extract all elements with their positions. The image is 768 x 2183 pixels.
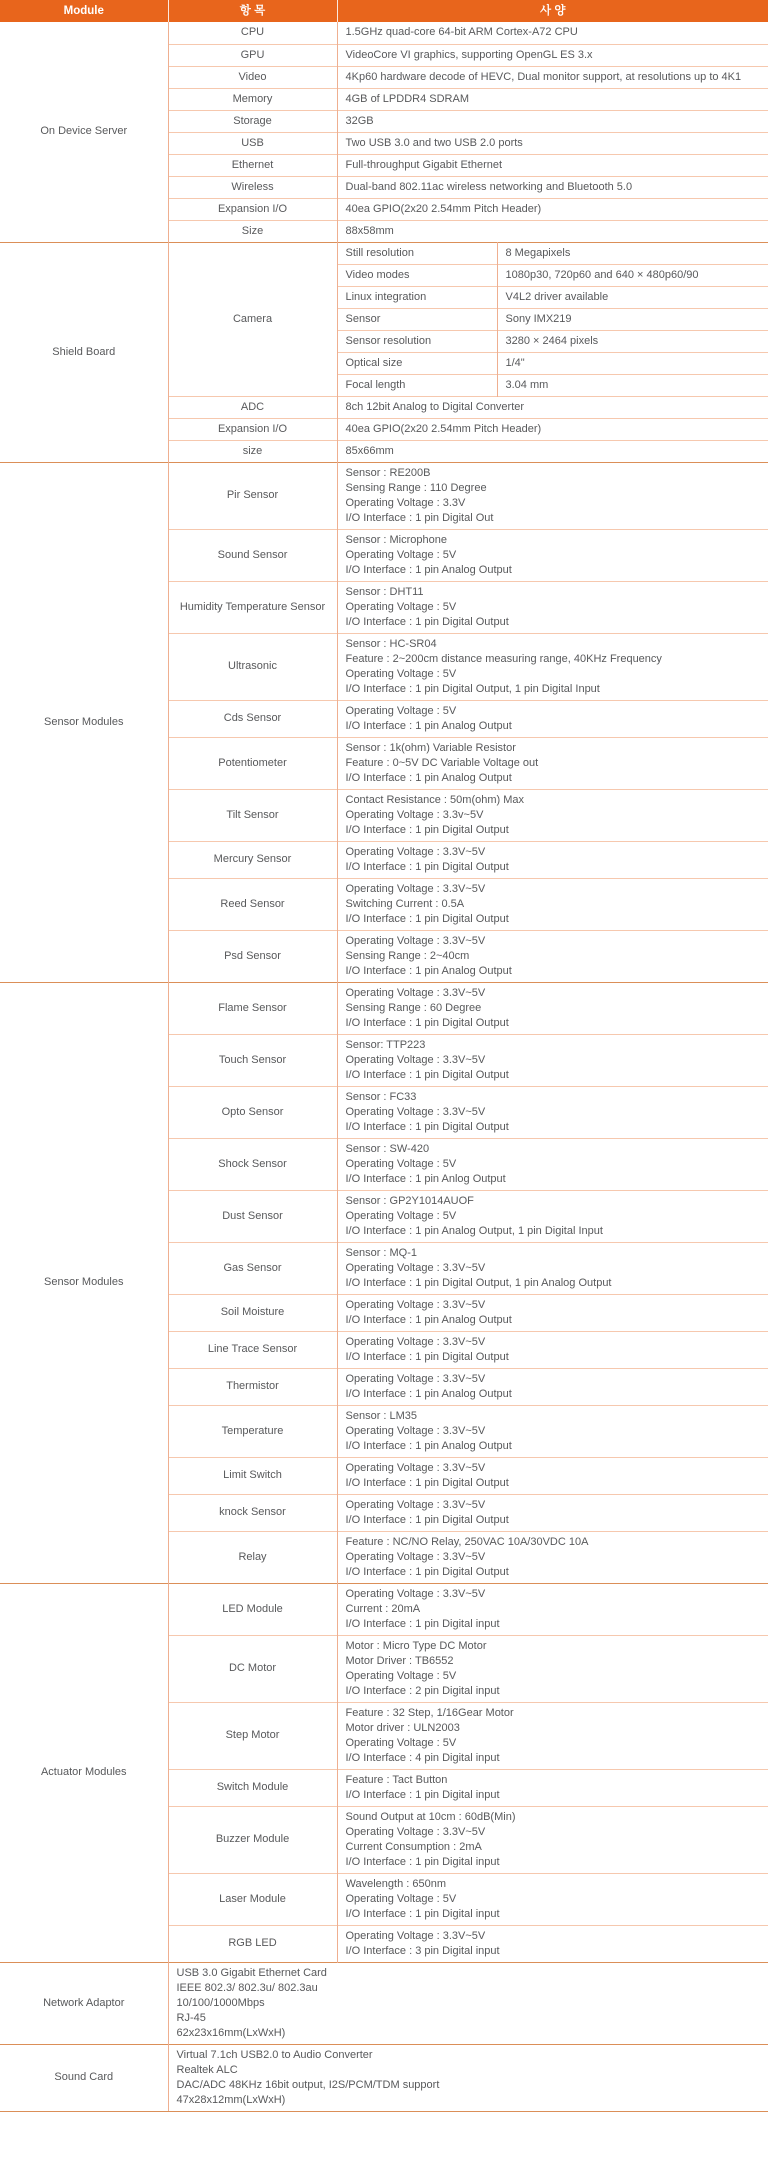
spec-line: 40ea GPIO(2x20 2.54mm Pitch Header) — [345, 422, 542, 435]
spec-line: Operating Voltage : 3.3V~5V — [345, 1825, 486, 1838]
spec-line: IEEE 802.3/ 802.3u/ 802.3au — [176, 1981, 318, 1994]
spec-cell — [337, 878, 768, 930]
table-row — [0, 2044, 768, 2111]
spec-line: Motor Driver : TB6552 — [345, 1654, 454, 1667]
item-cell: Size — [168, 220, 337, 242]
spec-cell — [337, 581, 768, 633]
spec-cell — [337, 462, 768, 529]
spec-cell — [337, 1635, 768, 1702]
spec-line: Sensor : DHT11 — [345, 585, 424, 598]
item-cell: Wireless — [168, 176, 337, 198]
spec-line: Sensor : FC33 — [345, 1090, 417, 1103]
spec-line: Switching Current : 0.5A — [345, 897, 465, 910]
spec-line: Operating Voltage : 3.3V~5V — [345, 1461, 486, 1474]
merged-spec-cell — [168, 2044, 768, 2111]
spec-line: Current : 20mA — [345, 1602, 421, 1615]
spec-cell — [337, 1531, 768, 1583]
camera-sub-spec-cell: 1080p30, 720p60 and 640 × 480p60/90 — [497, 264, 768, 286]
column-header-spec: 사 양 — [337, 0, 768, 22]
spec-cell — [337, 44, 768, 66]
item-cell: knock Sensor — [168, 1494, 337, 1531]
item-cell: Cds Sensor — [168, 700, 337, 737]
spec-line: Realtek ALC — [176, 2063, 238, 2076]
camera-sub-spec-cell: V4L2 driver available — [497, 286, 768, 308]
item-cell: LED Module — [168, 1583, 337, 1635]
camera-sub-item-cell: Sensor — [337, 308, 497, 330]
camera-sub-item-cell: Sensor resolution — [337, 330, 497, 352]
module-cell: Sensor Modules — [0, 462, 168, 982]
spec-line: 32GB — [345, 114, 374, 127]
spec-line: Sensing Range : 110 Degree — [345, 481, 487, 494]
spec-line: I/O Interface : 1 pin Analog Output — [345, 719, 512, 732]
spec-line: Feature : NC/NO Relay, 250VAC 10A/30VDC 10A — [345, 1535, 589, 1548]
spec-line: Operating Voltage : 5V — [345, 1892, 457, 1905]
spec-line: I/O Interface : 1 pin Digital Output — [345, 615, 509, 628]
spec-line: Motor driver : ULN2003 — [345, 1721, 460, 1734]
spec-line: Operating Voltage : 3.3V~5V — [345, 986, 486, 999]
spec-line: Operating Voltage : 3.3V~5V — [345, 934, 486, 947]
item-cell: Sound Sensor — [168, 529, 337, 581]
spec-cell — [337, 1457, 768, 1494]
spec-line: Operating Voltage : 3.3V~5V — [345, 1550, 486, 1563]
spec-line: Operating Voltage : 3.3V~5V — [345, 882, 486, 895]
spec-line: Sensor : MQ-1 — [345, 1246, 418, 1259]
camera-sub-spec-cell: 3280 × 2464 pixels — [497, 330, 768, 352]
item-cell: Camera — [168, 242, 337, 396]
spec-line: Operating Voltage : 3.3V~5V — [345, 1335, 486, 1348]
spec-cell — [337, 1368, 768, 1405]
spec-cell — [337, 841, 768, 878]
spec-line: Operating Voltage : 5V — [345, 1669, 457, 1682]
spec-line: Feature : 32 Step, 1/16Gear Motor — [345, 1706, 514, 1719]
spec-line: I/O Interface : 1 pin Digital Output — [345, 1476, 509, 1489]
spec-cell — [337, 1583, 768, 1635]
spec-cell — [337, 789, 768, 841]
item-cell: CPU — [168, 22, 337, 44]
spec-line: Sensing Range : 2~40cm — [345, 949, 470, 962]
item-cell: Opto Sensor — [168, 1086, 337, 1138]
spec-line: Sensor : Microphone — [345, 533, 447, 546]
spec-line: Operating Voltage : 3.3V~5V — [345, 845, 486, 858]
spec-line: Operating Voltage : 3.3V~5V — [345, 1587, 486, 1600]
item-cell: Expansion I/O — [168, 198, 337, 220]
spec-cell — [337, 154, 768, 176]
spec-line: Contact Resistance : 50m(ohm) Max — [345, 793, 525, 806]
spec-line: I/O Interface : 1 pin Digital Output — [345, 1068, 509, 1081]
item-cell: Ultrasonic — [168, 633, 337, 700]
spec-cell — [337, 440, 768, 462]
spec-line: Sensor : RE200B — [345, 466, 431, 479]
spec-cell — [337, 1769, 768, 1806]
spec-line: DAC/ADC 48KHz 16bit output, I2S/PCM/TDM support — [176, 2078, 440, 2091]
module-cell: Actuator Modules — [0, 1583, 168, 1962]
item-cell: Pir Sensor — [168, 462, 337, 529]
module-cell: Shield Board — [0, 242, 168, 462]
spec-line: Operating Voltage : 3.3V — [345, 496, 466, 509]
spec-line: I/O Interface : 1 pin Analog Output — [345, 1439, 512, 1452]
spec-line: I/O Interface : 1 pin Digital Output — [345, 1513, 509, 1526]
spec-line: Operating Voltage : 3.3V~5V — [345, 1053, 486, 1066]
table-row — [0, 242, 768, 264]
spec-line: I/O Interface : 1 pin Digital Output — [345, 1120, 509, 1133]
table-row — [0, 1583, 768, 1635]
item-cell: Ethernet — [168, 154, 337, 176]
column-header-item: 항 목 — [168, 0, 337, 22]
camera-sub-spec-cell: 8 Megapixels — [497, 242, 768, 264]
spec-cell — [337, 1494, 768, 1531]
camera-sub-item-cell: Video modes — [337, 264, 497, 286]
spec-line: Operating Voltage : 3.3V~5V — [345, 1105, 486, 1118]
spec-cell — [337, 418, 768, 440]
camera-sub-item-cell: Optical size — [337, 352, 497, 374]
module-cell: Sensor Modules — [0, 982, 168, 1583]
spec-cell — [337, 88, 768, 110]
spec-cell — [337, 1925, 768, 1962]
spec-line: I/O Interface : 1 pin Digital input — [345, 1617, 500, 1630]
table-row — [0, 462, 768, 529]
spec-line: I/O Interface : 2 pin Digital input — [345, 1684, 500, 1697]
spec-line: Full-throughput Gigabit Ethernet — [345, 158, 503, 171]
merged-spec-cell — [168, 1962, 768, 2044]
column-header-module: Module — [0, 0, 168, 22]
table-body — [0, 22, 768, 2111]
spec-cell — [337, 982, 768, 1034]
spec-line: Operating Voltage : 5V — [345, 1209, 457, 1222]
spec-line: I/O Interface : 1 pin Digital Output, 1 pin Digital Input — [345, 682, 600, 695]
spec-line: I/O Interface : 1 pin Digital Output — [345, 823, 509, 836]
item-cell: Thermistor — [168, 1368, 337, 1405]
spec-cell — [337, 220, 768, 242]
spec-line: Sound Output at 10cm : 60dB(Min) — [345, 1810, 516, 1823]
module-cell: On Device Server — [0, 22, 168, 242]
spec-line: I/O Interface : 1 pin Analog Output — [345, 771, 512, 784]
spec-cell — [337, 1294, 768, 1331]
spec-line: I/O Interface : 3 pin Digital input — [345, 1944, 500, 1957]
spec-line: Operating Voltage : 3.3V~5V — [345, 1929, 486, 1942]
spec-line: I/O Interface : 1 pin Analog Output — [345, 563, 512, 576]
item-cell: Touch Sensor — [168, 1034, 337, 1086]
spec-line: Feature : Tact Button — [345, 1773, 448, 1786]
spec-cell — [337, 1190, 768, 1242]
spec-line: USB 3.0 Gigabit Ethernet Card — [176, 1966, 327, 1979]
spec-cell — [337, 22, 768, 44]
spec-cell — [337, 1702, 768, 1769]
spec-line: Virtual 7.1ch USB2.0 to Audio Converter — [176, 2048, 373, 2061]
spec-line: Operating Voltage : 3.3V~5V — [345, 1261, 486, 1274]
spec-line: Operating Voltage : 3.3V~5V — [345, 1372, 486, 1385]
spec-cell — [337, 700, 768, 737]
item-cell: GPU — [168, 44, 337, 66]
item-cell: Dust Sensor — [168, 1190, 337, 1242]
spec-cell — [337, 66, 768, 88]
camera-sub-item-cell: Focal length — [337, 374, 497, 396]
header-row — [0, 0, 768, 22]
spec-line: I/O Interface : 1 pin Analog Output, 1 pin Digital Input — [345, 1224, 603, 1237]
item-cell: Tilt Sensor — [168, 789, 337, 841]
spec-line: I/O Interface : 4 pin Digital input — [345, 1751, 500, 1764]
spec-line: Operating Voltage : 5V — [345, 1736, 457, 1749]
item-cell: Line Trace Sensor — [168, 1331, 337, 1368]
item-cell: Buzzer Module — [168, 1806, 337, 1873]
spec-line: Operating Voltage : 5V — [345, 704, 457, 717]
spec-line: I/O Interface : 1 pin Analog Output — [345, 964, 512, 977]
spec-line: Sensor : SW-420 — [345, 1142, 430, 1155]
item-cell: Soil Moisture — [168, 1294, 337, 1331]
camera-sub-spec-cell: 3.04 mm — [497, 374, 768, 396]
spec-cell — [337, 1331, 768, 1368]
spec-cell — [337, 176, 768, 198]
spec-line: Operating Voltage : 5V — [345, 548, 457, 561]
item-cell: Limit Switch — [168, 1457, 337, 1494]
spec-line: I/O Interface : 1 pin Anlog Output — [345, 1172, 506, 1185]
spec-cell — [337, 1873, 768, 1925]
spec-line: I/O Interface : 1 pin Digital input — [345, 1855, 500, 1868]
spec-line: 1.5GHz quad-core 64-bit ARM Cortex-A72 CPU — [345, 26, 578, 39]
module-cell: Sound Card — [0, 2044, 168, 2111]
spec-line: I/O Interface : 1 pin Digital Output — [345, 1016, 509, 1029]
item-cell: Memory — [168, 88, 337, 110]
item-cell: Video — [168, 66, 337, 88]
spec-line: 85x66mm — [345, 444, 394, 457]
spec-line: 4GB of LPDDR4 SDRAM — [345, 92, 469, 105]
item-cell: DC Motor — [168, 1635, 337, 1702]
spec-line: Motor : Micro Type DC Motor — [345, 1639, 487, 1652]
spec-line: Operating Voltage : 5V — [345, 667, 457, 680]
spec-line: Two USB 3.0 and two USB 2.0 ports — [345, 136, 523, 149]
camera-sub-item-cell: Still resolution — [337, 242, 497, 264]
spec-line: Sensor : 1k(ohm) Variable Resistor — [345, 741, 516, 754]
spec-line: 8ch 12bit Analog to Digital Converter — [345, 400, 525, 413]
spec-line: 62x23x16mm(LxWxH) — [176, 2026, 286, 2039]
item-cell: ADC — [168, 396, 337, 418]
item-cell: Step Motor — [168, 1702, 337, 1769]
spec-line: Operating Voltage : 5V — [345, 1157, 457, 1170]
item-cell: Switch Module — [168, 1769, 337, 1806]
spec-line: Wavelength : 650nm — [345, 1877, 446, 1890]
item-cell: Shock Sensor — [168, 1138, 337, 1190]
spec-line: 88x58mm — [345, 224, 394, 237]
camera-sub-spec-cell: 1/4" — [497, 352, 768, 374]
spec-cell — [337, 110, 768, 132]
spec-line: Operating Voltage : 5V — [345, 600, 457, 613]
spec-cell — [337, 198, 768, 220]
spec-cell — [337, 396, 768, 418]
spec-line: I/O Interface : 1 pin Analog Output — [345, 1313, 512, 1326]
spec-line: I/O Interface : 1 pin Digital Output, 1 pin Analog Output — [345, 1276, 612, 1289]
item-cell: Gas Sensor — [168, 1242, 337, 1294]
item-cell: Reed Sensor — [168, 878, 337, 930]
spec-line: Current Consumption : 2mA — [345, 1840, 482, 1853]
spec-line: RJ-45 — [176, 2011, 206, 2024]
spec-line: I/O Interface : 1 pin Digital Output — [345, 1350, 509, 1363]
spec-line: Sensor : HC-SR04 — [345, 637, 437, 650]
spec-line: 4Kp60 hardware decode of HEVC, Dual monitor support, at resolutions up to 4K1 — [345, 70, 742, 83]
spec-cell — [337, 930, 768, 982]
table-row — [0, 982, 768, 1034]
spec-line: I/O Interface : 1 pin Digital Output — [345, 1565, 509, 1578]
spec-line: Dual-band 802.11ac wireless networking and Bluetooth 5.0 — [345, 180, 633, 193]
item-cell: Flame Sensor — [168, 982, 337, 1034]
spec-cell — [337, 529, 768, 581]
spec-line: I/O Interface : 1 pin Digital input — [345, 1907, 500, 1920]
spec-line: Sensing Range : 60 Degree — [345, 1001, 482, 1014]
item-cell: Laser Module — [168, 1873, 337, 1925]
item-cell: RGB LED — [168, 1925, 337, 1962]
item-cell: Mercury Sensor — [168, 841, 337, 878]
table-row — [0, 1962, 768, 2044]
item-cell: Expansion I/O — [168, 418, 337, 440]
item-cell: Humidity Temperature Sensor — [168, 581, 337, 633]
spec-line: Sensor : LM35 — [345, 1409, 418, 1422]
item-cell: Relay — [168, 1531, 337, 1583]
spec-line: Feature : 0~5V DC Variable Voltage out — [345, 756, 539, 769]
item-cell: Temperature — [168, 1405, 337, 1457]
spec-cell — [337, 1138, 768, 1190]
spec-cell — [337, 1806, 768, 1873]
spec-line: Sensor : GP2Y1014AUOF — [345, 1194, 474, 1207]
spec-line: Operating Voltage : 3.3V~5V — [345, 1298, 486, 1311]
spec-line: I/O Interface : 1 pin Digital Output — [345, 860, 509, 873]
module-cell: Network Adaptor — [0, 1962, 168, 2044]
spec-line: Operating Voltage : 3.3V~5V — [345, 1498, 486, 1511]
spec-line: I/O Interface : 1 pin Digital Output — [345, 912, 509, 925]
spec-cell — [337, 132, 768, 154]
spec-line: 10/100/1000Mbps — [176, 1996, 265, 2009]
spec-line: I/O Interface : 1 pin Analog Output — [345, 1387, 512, 1400]
item-cell: Potentiometer — [168, 737, 337, 789]
spec-cell — [337, 1242, 768, 1294]
spec-line: 47x28x12mm(LxWxH) — [176, 2093, 286, 2106]
spec-line: Feature : 2~200cm distance measuring range, 40KHz Frequency — [345, 652, 662, 665]
item-cell: size — [168, 440, 337, 462]
item-cell: Psd Sensor — [168, 930, 337, 982]
spec-line: Operating Voltage : 3.3V~5V — [345, 1424, 486, 1437]
spec-line: Sensor: TTP223 — [345, 1038, 426, 1051]
item-cell: USB — [168, 132, 337, 154]
camera-sub-spec-cell: Sony IMX219 — [497, 308, 768, 330]
spec-line: 40ea GPIO(2x20 2.54mm Pitch Header) — [345, 202, 542, 215]
spec-line: Operating Voltage : 3.3v~5V — [345, 808, 484, 821]
item-cell: Storage — [168, 110, 337, 132]
table-row — [0, 22, 768, 44]
spec-line: I/O Interface : 1 pin Digital input — [345, 1788, 500, 1801]
spec-line: I/O Interface : 1 pin Digital Out — [345, 511, 494, 524]
camera-sub-item-cell: Linux integration — [337, 286, 497, 308]
spec-cell — [337, 737, 768, 789]
spec-cell — [337, 633, 768, 700]
spec-cell — [337, 1405, 768, 1457]
spec-cell — [337, 1086, 768, 1138]
spec-cell — [337, 1034, 768, 1086]
spec-line: VideoCore VI graphics, supporting OpenGL ES 3.x — [345, 48, 593, 61]
